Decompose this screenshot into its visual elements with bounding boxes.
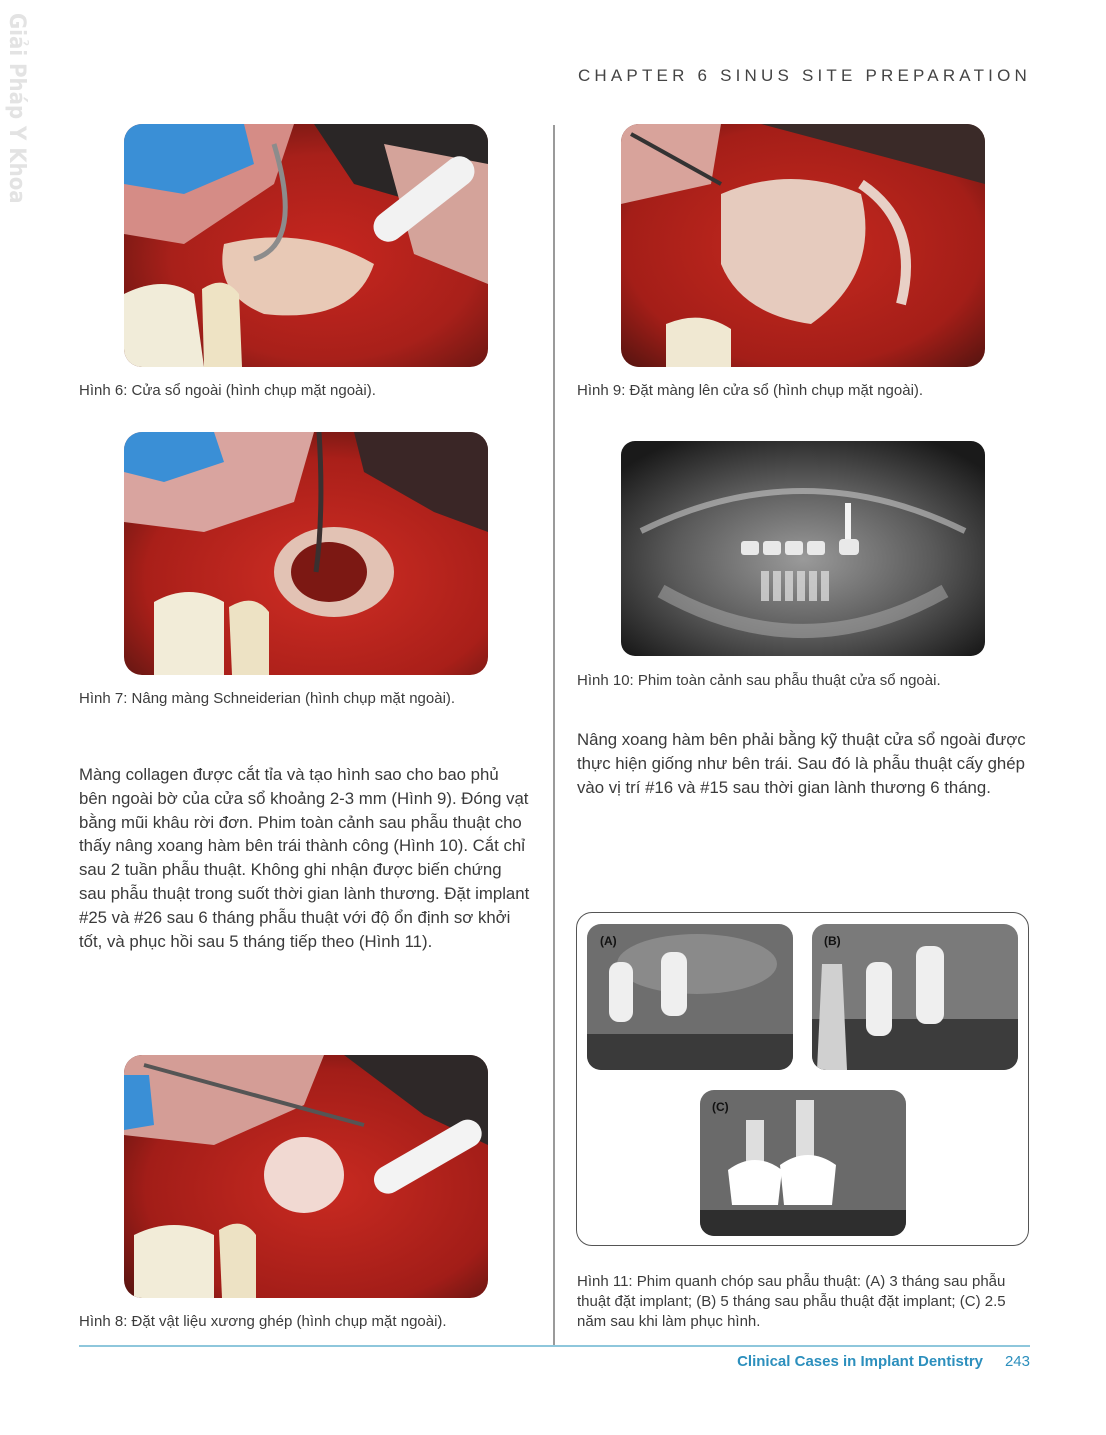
xray-a: [587, 924, 793, 1070]
figure-8-photo: [124, 1055, 488, 1298]
figure-6-caption: Hình 6: Cửa sổ ngoài (hình chụp mặt ngoài).: [79, 382, 376, 399]
figure-7-caption: Hình 7: Nâng màng Schneiderian (hình chụp mặt ngoài).: [79, 690, 456, 707]
xray-c: [700, 1090, 906, 1236]
watermark: Giải Pháp Y Khoa: [4, 13, 29, 204]
figure-10-caption: Hình 10: Phim toàn cảnh sau phẫu thuật cửa sổ ngoài.: [577, 672, 941, 689]
figure-11-caption: Hình 11: Phim quanh chóp sau phẫu thuật: (A) 3 tháng sau phẫu thuật đặt implant; (B) 5 tháng sau phẫu thuật đặt implant; (C) 2.5 năm sau khi làm phục hình.: [577, 1273, 1006, 1330]
footer-rule: [79, 1345, 1030, 1347]
left-paragraph: Màng collagen được cắt tỉa và tạo hình sao cho bao phủ bên ngoài bờ của cửa sổ khoảng 2-3 mm (Hình 9). Đóng vạt bằng mũi khâu rời đơn. Phim toàn cảnh sau phẫu thuật cho thấy nâng xoang hàm bên trái thành công (Hình 10). Cắt chỉ sau 2 tuần phẫu thuật. Không ghi nhận được biến chứng sau phẫu thuật trong suốt thời gian lành thương. Đặt implant #25 và #26 sau 6 tháng phẫu thuật với độ ổn định sơ khởi tốt, và phục hồi sau 5 tháng tiếp theo (Hình 11).: [79, 765, 530, 951]
figure-9-caption: Hình 9: Đặt màng lên cửa sổ (hình chụp mặt ngoài).: [577, 382, 924, 399]
xray-b: [812, 924, 1018, 1070]
xray-b-label: (B): [824, 934, 841, 948]
chapter-header: CHAPTER 6 SINUS SITE PREPARATION: [577, 66, 1031, 85]
figure-9-photo: [621, 124, 985, 367]
figure-8-caption: Hình 8: Đặt vật liệu xương ghép (hình chụp mặt ngoài).: [79, 1313, 447, 1330]
right-paragraph: Nâng xoang hàm bên phải bằng kỹ thuật cửa sổ ngoài được thực hiện giống như bên trái. Sau đó là phẫu thuật cấy ghép vào vị trí #16 và #15 sau thời gian lành thương 6 tháng.: [577, 730, 1026, 797]
footer-book-title: Clinical Cases in Implant Dentistry: [737, 1353, 983, 1370]
xray-a-label: (A): [600, 934, 617, 948]
xray-c-label: (C): [712, 1100, 729, 1114]
figure-7-photo: [124, 432, 488, 675]
figure-6-photo: [124, 124, 488, 367]
figure-10-panoramic-xray: [621, 441, 985, 656]
column-divider: [553, 125, 555, 1345]
page-number: 243: [1004, 1353, 1030, 1370]
